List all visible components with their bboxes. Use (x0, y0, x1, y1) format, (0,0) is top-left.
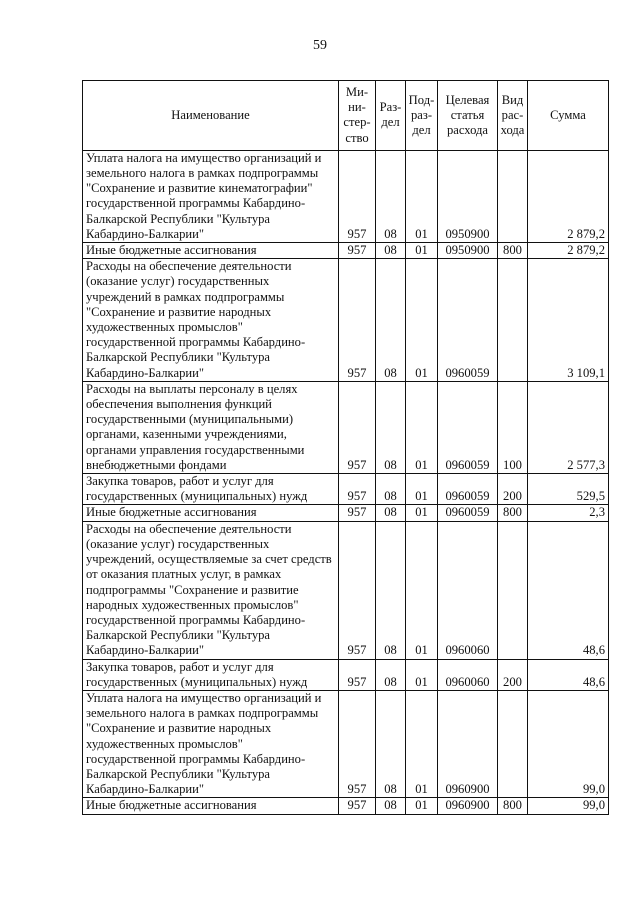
cell-expense-type: 800 (498, 798, 528, 814)
cell-target-article: 0960900 (438, 690, 498, 797)
cell-subsection: 01 (406, 659, 438, 690)
cell-expense-type: 100 (498, 381, 528, 473)
header-subsection: Под- раз- дел (406, 81, 438, 151)
cell-ministry: 957 (339, 259, 376, 382)
cell-subsection: 01 (406, 381, 438, 473)
cell-target-article: 0960059 (438, 259, 498, 382)
cell-sum: 529,5 (528, 474, 609, 505)
cell-subsection: 01 (406, 798, 438, 814)
header-target-article: Целевая статья расхода (438, 81, 498, 151)
cell-name: Расходы на обеспечение деятельности (оказание услуг) государственных учреждений, осуществляемые за счет средств от оказания платных услуг, в рамках подпрограммы "Сохранение и развитие народных художественных промыслов" государственной программы Кабардино-Балкарской Республики "Культура Кабардино-Балкарии" (83, 521, 339, 659)
table-row (83, 659, 609, 690)
cell-sum: 3 109,1 (528, 259, 609, 382)
table-header-row (83, 81, 609, 151)
cell-section: 08 (376, 798, 406, 814)
header-name: Наименование (83, 81, 339, 151)
cell-sum: 2 879,2 (528, 150, 609, 242)
cell-sum: 2 577,3 (528, 381, 609, 473)
cell-section: 08 (376, 690, 406, 797)
cell-target-article: 0950900 (438, 150, 498, 242)
cell-subsection: 01 (406, 505, 438, 521)
cell-name: Закупка товаров, работ и услуг для государственных (муниципальных) нужд (83, 659, 339, 690)
cell-name: Расходы на обеспечение деятельности (оказание услуг) государственных учреждений в рамках подпрограммы "Сохранение и развитие народных художественных промыслов" государственной программы Кабардино-Балкарской Республики "Культура Кабардино-Балкарии" (83, 259, 339, 382)
cell-section: 08 (376, 505, 406, 521)
cell-sum: 48,6 (528, 659, 609, 690)
cell-ministry: 957 (339, 521, 376, 659)
cell-ministry: 957 (339, 505, 376, 521)
header-sum: Сумма (528, 81, 609, 151)
cell-name: Иные бюджетные ассигнования (83, 243, 339, 259)
cell-expense-type (498, 259, 528, 382)
cell-name: Закупка товаров, работ и услуг для государственных (муниципальных) нужд (83, 474, 339, 505)
cell-subsection: 01 (406, 243, 438, 259)
cell-subsection: 01 (406, 521, 438, 659)
cell-target-article: 0960060 (438, 659, 498, 690)
cell-target-article: 0960059 (438, 474, 498, 505)
cell-name: Уплата налога на имущество организаций и земельного налога в рамках подпрограммы "Сохранение и развитие народных художественных промыслов" государственной программы Кабардино-Балкарской Республики "Культура Кабардино-Балкарии" (83, 690, 339, 797)
table-row (83, 505, 609, 521)
cell-ministry: 957 (339, 690, 376, 797)
table-row (83, 243, 609, 259)
cell-section: 08 (376, 474, 406, 505)
cell-ministry: 957 (339, 798, 376, 814)
cell-name: Расходы на выплаты персоналу в целях обеспечения выполнения функций государственными (муниципальными) органами, казенными учреждениями, органами управления государственными внебюджетными фондами (83, 381, 339, 473)
cell-section: 08 (376, 381, 406, 473)
cell-expense-type (498, 150, 528, 242)
budget-table (82, 80, 609, 815)
cell-expense-type (498, 690, 528, 797)
cell-expense-type (498, 521, 528, 659)
header-section: Раз- дел (376, 81, 406, 151)
cell-name: Уплата налога на имущество организаций и земельного налога в рамках подпрограммы "Сохранение и развитие кинематографии" государственной программы Кабардино-Балкарской Республики "Культура Кабардино-Балкарии" (83, 150, 339, 242)
cell-section: 08 (376, 259, 406, 382)
cell-sum: 2,3 (528, 505, 609, 521)
cell-expense-type: 200 (498, 474, 528, 505)
cell-section: 08 (376, 521, 406, 659)
cell-subsection: 01 (406, 474, 438, 505)
table-row (83, 690, 609, 797)
table-row (83, 381, 609, 473)
cell-target-article: 0960059 (438, 381, 498, 473)
table-row (83, 150, 609, 242)
cell-section: 08 (376, 150, 406, 242)
cell-expense-type: 800 (498, 505, 528, 521)
cell-target-article: 0960900 (438, 798, 498, 814)
cell-sum: 99,0 (528, 798, 609, 814)
cell-ministry: 957 (339, 381, 376, 473)
table-row (83, 259, 609, 382)
table-row (83, 521, 609, 659)
cell-ministry: 957 (339, 659, 376, 690)
cell-subsection: 01 (406, 150, 438, 242)
cell-target-article: 0960060 (438, 521, 498, 659)
cell-sum: 99,0 (528, 690, 609, 797)
cell-expense-type: 800 (498, 243, 528, 259)
header-ministry: Ми- ни- стер- ство (339, 81, 376, 151)
cell-section: 08 (376, 659, 406, 690)
table-row (83, 474, 609, 505)
cell-ministry: 957 (339, 474, 376, 505)
cell-subsection: 01 (406, 690, 438, 797)
cell-name: Иные бюджетные ассигнования (83, 505, 339, 521)
cell-target-article: 0950900 (438, 243, 498, 259)
cell-name: Иные бюджетные ассигнования (83, 798, 339, 814)
cell-ministry: 957 (339, 150, 376, 242)
cell-target-article: 0960059 (438, 505, 498, 521)
cell-section: 08 (376, 243, 406, 259)
cell-sum: 48,6 (528, 521, 609, 659)
cell-subsection: 01 (406, 259, 438, 382)
table-row (83, 798, 609, 814)
header-expense-type: Вид рас- хода (498, 81, 528, 151)
cell-ministry: 957 (339, 243, 376, 259)
cell-sum: 2 879,2 (528, 243, 609, 259)
cell-expense-type: 200 (498, 659, 528, 690)
page-number: 59 (313, 38, 327, 53)
